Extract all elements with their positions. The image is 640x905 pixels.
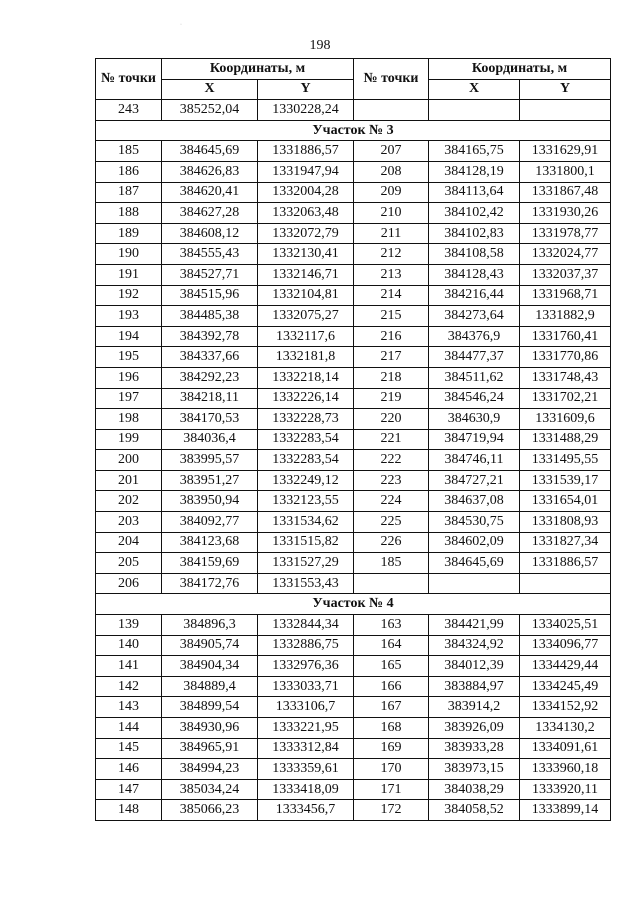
table-row [96, 223, 611, 244]
point-number-cell: 167 [354, 697, 429, 718]
x-coordinate-cell: 384727,21 [429, 470, 520, 491]
point-number-cell: 223 [354, 470, 429, 491]
x-coordinate-cell: 384527,71 [162, 264, 258, 285]
table-header-row [96, 59, 611, 80]
x-coordinate-cell: 384324,92 [429, 635, 520, 656]
table-row [96, 100, 611, 121]
point-number-cell: 220 [354, 409, 429, 430]
x-coordinate-cell: 383933,28 [429, 738, 520, 759]
table-row [96, 203, 611, 224]
point-number-cell: 185 [96, 141, 162, 162]
point-number-cell: 193 [96, 306, 162, 327]
y-coordinate-cell: 1331702,21 [520, 388, 611, 409]
x-coordinate-cell [429, 100, 520, 121]
y-coordinate-cell: 1333960,18 [520, 759, 611, 780]
point-number-cell: 204 [96, 532, 162, 553]
table-row [96, 779, 611, 800]
y-coordinate-cell: 1332004,28 [258, 182, 354, 203]
y-coordinate-cell: 1334096,77 [520, 635, 611, 656]
y-coordinate-cell: 1333033,71 [258, 676, 354, 697]
point-number-cell: 207 [354, 141, 429, 162]
coordinates-header-right: Координаты, м [429, 59, 611, 80]
x-coordinate-cell: 384170,53 [162, 409, 258, 430]
point-number-cell: 168 [354, 718, 429, 739]
table-row [96, 615, 611, 636]
point-number-cell: 141 [96, 656, 162, 677]
y-coordinate-cell: 1331886,57 [258, 141, 354, 162]
point-number-cell: 214 [354, 285, 429, 306]
y-coordinate-cell: 1332024,77 [520, 244, 611, 265]
x-coordinate-cell: 384337,66 [162, 347, 258, 368]
x-coordinate-cell: 384108,58 [429, 244, 520, 265]
x-coordinate-cell: 384216,44 [429, 285, 520, 306]
table-row [96, 182, 611, 203]
point-number-cell: 187 [96, 182, 162, 203]
point-number-cell: 171 [354, 779, 429, 800]
y-coordinate-cell: 1332886,75 [258, 635, 354, 656]
table-row [96, 347, 611, 368]
y-header-right: Y [520, 79, 611, 100]
point-number-cell: 196 [96, 367, 162, 388]
point-number-cell: 185 [354, 553, 429, 574]
point-number-cell: 194 [96, 326, 162, 347]
x-coordinate-cell: 384965,91 [162, 738, 258, 759]
x-coordinate-cell: 384899,54 [162, 697, 258, 718]
section-header-row [96, 594, 611, 615]
y-coordinate-cell: 1331527,29 [258, 553, 354, 574]
y-coordinate-cell: 1334429,44 [520, 656, 611, 677]
coordinates-header-left: Координаты, м [162, 59, 354, 80]
point-number-cell: 164 [354, 635, 429, 656]
point-number-cell: 170 [354, 759, 429, 780]
y-coordinate-cell: 1333456,7 [258, 800, 354, 821]
x-coordinate-cell: 384477,37 [429, 347, 520, 368]
x-coordinate-cell: 384092,77 [162, 512, 258, 533]
y-coordinate-cell: 1332181,8 [258, 347, 354, 368]
x-coordinate-cell: 384113,64 [429, 182, 520, 203]
point-number-cell: 243 [96, 100, 162, 121]
y-coordinate-cell: 1334025,51 [520, 615, 611, 636]
table-row [96, 656, 611, 677]
x-coordinate-cell: 384889,4 [162, 676, 258, 697]
x-coordinate-cell: 384719,94 [429, 429, 520, 450]
y-coordinate-cell [520, 573, 611, 594]
y-coordinate-cell: 1334091,61 [520, 738, 611, 759]
point-number-cell: 165 [354, 656, 429, 677]
x-coordinate-cell: 383995,57 [162, 450, 258, 471]
y-coordinate-cell: 1332072,79 [258, 223, 354, 244]
y-coordinate-cell: 1331609,6 [520, 409, 611, 430]
point-number-cell: 215 [354, 306, 429, 327]
x-coordinate-cell: 384645,69 [429, 553, 520, 574]
y-coordinate-cell: 1331808,93 [520, 512, 611, 533]
table-row [96, 532, 611, 553]
point-number-cell: 202 [96, 491, 162, 512]
x-coordinate-cell: 384546,24 [429, 388, 520, 409]
y-coordinate-cell: 1331882,9 [520, 306, 611, 327]
table-row [96, 388, 611, 409]
point-number-cell: 225 [354, 512, 429, 533]
y-coordinate-cell: 1331886,57 [520, 553, 611, 574]
x-coordinate-cell: 384159,69 [162, 553, 258, 574]
table-row [96, 635, 611, 656]
point-number-cell: 189 [96, 223, 162, 244]
point-number-cell: 203 [96, 512, 162, 533]
coordinates-table [95, 58, 611, 821]
y-coordinate-cell: 1332218,14 [258, 367, 354, 388]
table-row [96, 161, 611, 182]
point-number-cell: 200 [96, 450, 162, 471]
y-coordinate-cell: 1331553,43 [258, 573, 354, 594]
y-coordinate-cell: 1334152,92 [520, 697, 611, 718]
y-coordinate-cell: 1332117,6 [258, 326, 354, 347]
x-coordinate-cell: 384645,69 [162, 141, 258, 162]
point-number-label: № точки [101, 71, 156, 87]
point-number-header-left [96, 59, 162, 100]
y-coordinate-cell [520, 100, 611, 121]
x-coordinate-cell: 384626,83 [162, 161, 258, 182]
x-coordinate-cell: 384746,11 [429, 450, 520, 471]
x-coordinate-cell: 384172,76 [162, 573, 258, 594]
point-number-cell: 139 [96, 615, 162, 636]
y-coordinate-cell: 1331760,41 [520, 326, 611, 347]
point-number-cell: 199 [96, 429, 162, 450]
x-coordinate-cell: 384292,23 [162, 367, 258, 388]
point-number-cell: 195 [96, 347, 162, 368]
point-number-cell: 192 [96, 285, 162, 306]
table-row [96, 470, 611, 491]
y-coordinate-cell: 1331654,01 [520, 491, 611, 512]
point-number-cell [354, 573, 429, 594]
table-row [96, 264, 611, 285]
y-coordinate-cell: 1332130,41 [258, 244, 354, 265]
table-row [96, 738, 611, 759]
x-coordinate-cell: 385252,04 [162, 100, 258, 121]
table-row [96, 429, 611, 450]
table-row [96, 367, 611, 388]
y-coordinate-cell: 1333221,95 [258, 718, 354, 739]
x-coordinate-cell: 384555,43 [162, 244, 258, 265]
point-number-cell: 205 [96, 553, 162, 574]
x-coordinate-cell: 384485,38 [162, 306, 258, 327]
table-row [96, 326, 611, 347]
point-number-cell: 212 [354, 244, 429, 265]
table-row [96, 759, 611, 780]
point-number-cell: 198 [96, 409, 162, 430]
y-coordinate-cell: 1332075,27 [258, 306, 354, 327]
page-number: 198 [309, 38, 331, 53]
y-coordinate-cell: 1331800,1 [520, 161, 611, 182]
point-number-cell: 146 [96, 759, 162, 780]
y-coordinate-cell: 1332063,48 [258, 203, 354, 224]
section-title: Участок № 4 [96, 594, 611, 615]
y-coordinate-cell: 1332283,54 [258, 450, 354, 471]
point-number-cell: 222 [354, 450, 429, 471]
y-coordinate-cell: 1332844,34 [258, 615, 354, 636]
x-coordinate-cell: 384165,75 [429, 141, 520, 162]
x-coordinate-cell: 384036,4 [162, 429, 258, 450]
x-coordinate-cell: 384630,9 [429, 409, 520, 430]
table-row [96, 285, 611, 306]
table-row [96, 676, 611, 697]
x-coordinate-cell: 383951,27 [162, 470, 258, 491]
x-coordinate-cell: 384602,09 [429, 532, 520, 553]
x-coordinate-cell: 384058,52 [429, 800, 520, 821]
point-number-cell: 190 [96, 244, 162, 265]
y-coordinate-cell: 1331770,86 [520, 347, 611, 368]
x-coordinate-cell: 384930,96 [162, 718, 258, 739]
point-number-cell: 206 [96, 573, 162, 594]
y-coordinate-cell: 1332146,71 [258, 264, 354, 285]
y-coordinate-cell: 1330228,24 [258, 100, 354, 121]
x-coordinate-cell: 384038,29 [429, 779, 520, 800]
point-number-cell: 140 [96, 635, 162, 656]
point-number-cell [354, 100, 429, 121]
y-coordinate-cell: 1334245,49 [520, 676, 611, 697]
y-coordinate-cell: 1331534,62 [258, 512, 354, 533]
y-coordinate-cell: 1333418,09 [258, 779, 354, 800]
y-coordinate-cell: 1333899,14 [520, 800, 611, 821]
x-coordinate-cell: 384102,83 [429, 223, 520, 244]
y-coordinate-cell: 1331748,43 [520, 367, 611, 388]
y-coordinate-cell: 1331629,91 [520, 141, 611, 162]
y-coordinate-cell: 1331539,17 [520, 470, 611, 491]
x-coordinate-cell: 384421,99 [429, 615, 520, 636]
point-number-cell: 188 [96, 203, 162, 224]
point-number-cell: 172 [354, 800, 429, 821]
point-number-cell: 217 [354, 347, 429, 368]
table-row [96, 244, 611, 265]
table-row [96, 718, 611, 739]
table-row [96, 512, 611, 533]
x-coordinate-cell: 383950,94 [162, 491, 258, 512]
point-number-cell: 209 [354, 182, 429, 203]
x-coordinate-cell: 384627,28 [162, 203, 258, 224]
y-coordinate-cell: 1332037,37 [520, 264, 611, 285]
x-coordinate-cell: 384620,41 [162, 182, 258, 203]
x-coordinate-cell [429, 573, 520, 594]
point-number-cell: 186 [96, 161, 162, 182]
table-row [96, 491, 611, 512]
point-number-cell: 224 [354, 491, 429, 512]
table-row [96, 553, 611, 574]
y-coordinate-cell: 1331930,26 [520, 203, 611, 224]
table-row [96, 450, 611, 471]
x-coordinate-cell: 384511,62 [429, 367, 520, 388]
y-coordinate-cell: 1333312,84 [258, 738, 354, 759]
point-number-label: № точки [363, 71, 419, 87]
table-subheader-row [96, 79, 611, 100]
point-number-cell: 147 [96, 779, 162, 800]
point-number-cell: 216 [354, 326, 429, 347]
x-coordinate-cell: 384123,68 [162, 532, 258, 553]
point-number-cell: 166 [354, 676, 429, 697]
x-header-right: X [429, 79, 520, 100]
x-coordinate-cell: 384012,39 [429, 656, 520, 677]
table-row [96, 409, 611, 430]
table-row [96, 141, 611, 162]
point-number-cell: 142 [96, 676, 162, 697]
x-coordinate-cell: 384376,9 [429, 326, 520, 347]
point-number-cell: 144 [96, 718, 162, 739]
y-coordinate-cell: 1333359,61 [258, 759, 354, 780]
section-header-row [96, 120, 611, 141]
point-number-cell: 143 [96, 697, 162, 718]
x-coordinate-cell: 384392,78 [162, 326, 258, 347]
y-coordinate-cell: 1333106,7 [258, 697, 354, 718]
x-coordinate-cell: 384896,3 [162, 615, 258, 636]
x-coordinate-cell: 383914,2 [429, 697, 520, 718]
point-number-cell: 163 [354, 615, 429, 636]
point-number-cell: 213 [354, 264, 429, 285]
point-number-cell: 208 [354, 161, 429, 182]
x-coordinate-cell: 384905,74 [162, 635, 258, 656]
x-coordinate-cell: 384515,96 [162, 285, 258, 306]
y-coordinate-cell: 1331968,71 [520, 285, 611, 306]
point-number-cell: 211 [354, 223, 429, 244]
point-number-cell: 218 [354, 367, 429, 388]
y-coordinate-cell: 1332104,81 [258, 285, 354, 306]
x-coordinate-cell: 384530,75 [429, 512, 520, 533]
point-number-cell: 226 [354, 532, 429, 553]
y-coordinate-cell: 1332226,14 [258, 388, 354, 409]
y-coordinate-cell: 1331488,29 [520, 429, 611, 450]
x-coordinate-cell: 384637,08 [429, 491, 520, 512]
section-title: Участок № 3 [96, 120, 611, 141]
x-coordinate-cell: 384128,43 [429, 264, 520, 285]
x-coordinate-cell: 384218,11 [162, 388, 258, 409]
table-row [96, 306, 611, 327]
y-coordinate-cell: 1332123,55 [258, 491, 354, 512]
y-coordinate-cell: 1331947,94 [258, 161, 354, 182]
y-header-left: Y [258, 79, 354, 100]
y-coordinate-cell: 1333920,11 [520, 779, 611, 800]
point-number-cell: 148 [96, 800, 162, 821]
point-number-cell: 145 [96, 738, 162, 759]
x-coordinate-cell: 383926,09 [429, 718, 520, 739]
x-coordinate-cell: 384128,19 [429, 161, 520, 182]
y-coordinate-cell: 1332283,54 [258, 429, 354, 450]
x-coordinate-cell: 384904,34 [162, 656, 258, 677]
point-number-cell: 210 [354, 203, 429, 224]
x-coordinate-cell: 384994,23 [162, 759, 258, 780]
x-coordinate-cell: 384273,64 [429, 306, 520, 327]
point-number-cell: 191 [96, 264, 162, 285]
x-header-left: X [162, 79, 258, 100]
y-coordinate-cell: 1331867,48 [520, 182, 611, 203]
y-coordinate-cell: 1331495,55 [520, 450, 611, 471]
x-coordinate-cell: 385066,23 [162, 800, 258, 821]
table-row [96, 800, 611, 821]
x-coordinate-cell: 383884,97 [429, 676, 520, 697]
point-number-cell: 221 [354, 429, 429, 450]
x-coordinate-cell: 384608,12 [162, 223, 258, 244]
point-number-cell: 201 [96, 470, 162, 491]
y-coordinate-cell: 1332976,36 [258, 656, 354, 677]
table-row [96, 573, 611, 594]
table-row [96, 697, 611, 718]
point-number-header-right [354, 59, 429, 100]
point-number-cell: 169 [354, 738, 429, 759]
y-coordinate-cell: 1331515,82 [258, 532, 354, 553]
scan-speck: · [180, 22, 182, 28]
y-coordinate-cell: 1331827,34 [520, 532, 611, 553]
point-number-cell: 219 [354, 388, 429, 409]
y-coordinate-cell: 1332249,12 [258, 470, 354, 491]
y-coordinate-cell: 1334130,2 [520, 718, 611, 739]
x-coordinate-cell: 383973,15 [429, 759, 520, 780]
y-coordinate-cell: 1331978,77 [520, 223, 611, 244]
y-coordinate-cell: 1332228,73 [258, 409, 354, 430]
point-number-cell: 197 [96, 388, 162, 409]
x-coordinate-cell: 384102,42 [429, 203, 520, 224]
table-body [96, 100, 611, 821]
x-coordinate-cell: 385034,24 [162, 779, 258, 800]
